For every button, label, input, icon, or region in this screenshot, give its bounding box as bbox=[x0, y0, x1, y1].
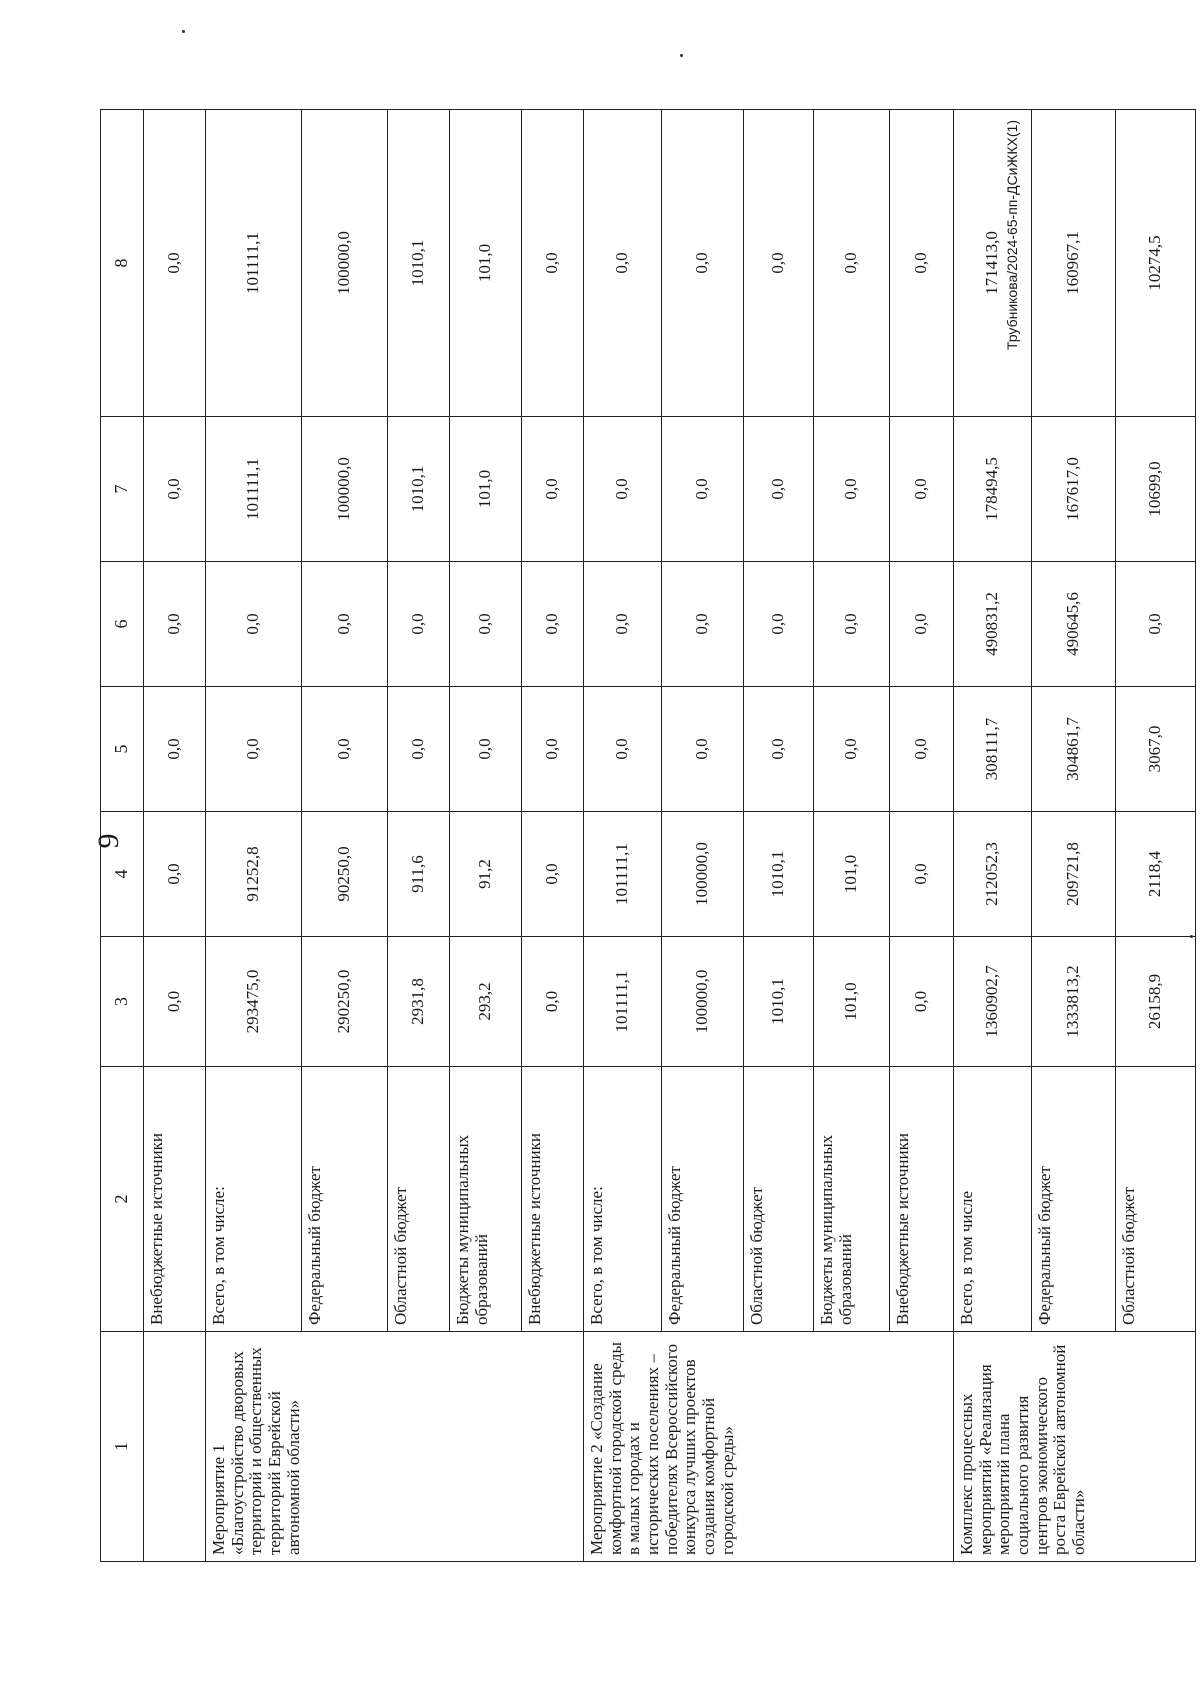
amount-cell: 490645,6 bbox=[1032, 562, 1116, 687]
amount-cell: 0,0 bbox=[144, 417, 206, 562]
amount-cell: 91,2 bbox=[450, 812, 522, 937]
amount-cell: 0,0 bbox=[144, 812, 206, 937]
amount-cell: 1010,1 bbox=[388, 417, 450, 562]
funding-source-cell: Всего, в том числе bbox=[954, 1067, 1032, 1332]
funding-source-cell: Всего, в том числе: bbox=[206, 1067, 302, 1332]
amount-cell: 0,0 bbox=[302, 562, 388, 687]
amount-cell: 0,0 bbox=[388, 562, 450, 687]
amount-cell: 2931,8 bbox=[388, 937, 450, 1067]
amount-cell: 2118,4 bbox=[1116, 812, 1196, 937]
amount-cell: 212052,3 bbox=[954, 812, 1032, 937]
amount-cell: 0,0 bbox=[584, 562, 662, 687]
amount-cell: 1010,1 bbox=[388, 110, 450, 417]
amount-cell: 0,0 bbox=[584, 687, 662, 812]
amount-cell: 0,0 bbox=[388, 687, 450, 812]
funding-source-cell: Федеральный бюджет bbox=[302, 1067, 388, 1332]
funding-source-cell: Внебюджетные источники bbox=[522, 1067, 584, 1332]
table-row bbox=[206, 110, 302, 1562]
column-header: 4 bbox=[101, 812, 144, 937]
amount-cell: 0,0 bbox=[584, 110, 662, 417]
amount-cell: 0,0 bbox=[890, 562, 954, 687]
amount-cell: 167617,0 bbox=[1032, 417, 1116, 562]
funding-source-cell: Бюджеты муниципальных образований bbox=[814, 1067, 890, 1332]
amount-cell: 1010,1 bbox=[744, 937, 814, 1067]
amount-cell: 0,0 bbox=[144, 110, 206, 417]
funding-source-cell: Бюджеты муниципальных образований bbox=[450, 1067, 522, 1332]
amount-cell: 0,0 bbox=[144, 937, 206, 1067]
column-header: 7 bbox=[101, 417, 144, 562]
amount-cell: 101111,1 bbox=[584, 937, 662, 1067]
amount-cell: 0,0 bbox=[450, 687, 522, 812]
amount-cell: 100000,0 bbox=[302, 417, 388, 562]
event-name-cell: Мероприятие 1 «Благоустройство дворовых территорий и общественных территорий Еврейской автономной области» bbox=[206, 1332, 584, 1562]
amount-cell: 0,0 bbox=[522, 562, 584, 687]
amount-cell: 0,0 bbox=[890, 417, 954, 562]
amount-cell: 0,0 bbox=[522, 417, 584, 562]
funding-source-cell: Внебюджетные источники bbox=[144, 1067, 206, 1332]
funding-source-cell: Федеральный бюджет bbox=[662, 1067, 744, 1332]
event-name-cell: Мероприятие 2 «Создание комфортной городской среды в малых городах и исторических поселениях – победителях Всероссийского конкурса лучших проектов создания комфортной городской среды» bbox=[584, 1332, 954, 1562]
amount-cell: 1360902,7 bbox=[954, 937, 1032, 1067]
table-row bbox=[954, 110, 1032, 1562]
amount-cell: 91252,8 bbox=[206, 812, 302, 937]
amount-cell: 3067,0 bbox=[1116, 687, 1196, 812]
funding-source-cell: Федеральный бюджет bbox=[1032, 1067, 1116, 1332]
amount-cell: 101,0 bbox=[814, 937, 890, 1067]
amount-cell: 0,0 bbox=[890, 937, 954, 1067]
amount-cell: 293475,0 bbox=[206, 937, 302, 1067]
amount-cell: 178494,5 bbox=[954, 417, 1032, 562]
amount-cell: 0,0 bbox=[890, 110, 954, 417]
amount-cell: 1010,1 bbox=[744, 812, 814, 937]
column-header: 1 bbox=[101, 1332, 144, 1562]
amount-cell: 0,0 bbox=[522, 110, 584, 417]
amount-cell: 90250,0 bbox=[302, 812, 388, 937]
amount-cell: 0,0 bbox=[744, 110, 814, 417]
amount-cell: 308111,7 bbox=[954, 687, 1032, 812]
amount-cell: 0,0 bbox=[662, 562, 744, 687]
amount-cell: 10699,0 bbox=[1116, 417, 1196, 562]
amount-cell: 0,0 bbox=[814, 110, 890, 417]
amount-cell: 911,6 bbox=[388, 812, 450, 937]
amount-cell: 209721,8 bbox=[1032, 812, 1116, 937]
amount-cell: 0,0 bbox=[814, 687, 890, 812]
amount-cell: 101,0 bbox=[814, 812, 890, 937]
amount-cell: 101111,1 bbox=[584, 812, 662, 937]
scan-speck bbox=[182, 30, 185, 33]
amount-cell: 101,0 bbox=[450, 417, 522, 562]
table-header-row bbox=[101, 110, 144, 1562]
amount-cell: 0,0 bbox=[144, 562, 206, 687]
column-header: 6 bbox=[101, 562, 144, 687]
event-name-cell: Комплекс процессных мероприятий «Реализация мероприятий плана социального развития центров экономического роста Еврейской автономной области» bbox=[954, 1332, 1196, 1562]
amount-cell: 0,0 bbox=[1116, 562, 1196, 687]
amount-cell: 100000,0 bbox=[662, 812, 744, 937]
amount-cell: 1333813,2 bbox=[1032, 937, 1116, 1067]
amount-cell: 304861,7 bbox=[1032, 687, 1116, 812]
amount-cell: 290250,0 bbox=[302, 937, 388, 1067]
funding-source-cell: Областной бюджет bbox=[1116, 1067, 1196, 1332]
page-number: 9 bbox=[92, 833, 125, 849]
amount-cell: 0,0 bbox=[206, 687, 302, 812]
budget-table bbox=[100, 109, 1196, 1562]
scan-speck bbox=[680, 54, 683, 57]
amount-cell: 0,0 bbox=[206, 562, 302, 687]
funding-source-cell: Областной бюджет bbox=[744, 1067, 814, 1332]
amount-cell: 0,0 bbox=[744, 687, 814, 812]
column-header: 5 bbox=[101, 687, 144, 812]
table-row bbox=[584, 110, 662, 1562]
amount-cell: 0,0 bbox=[144, 687, 206, 812]
amount-cell: 0,0 bbox=[662, 110, 744, 417]
amount-cell: 100000,0 bbox=[302, 110, 388, 417]
amount-cell: 0,0 bbox=[584, 417, 662, 562]
funding-source-cell: Внебюджетные источники bbox=[890, 1067, 954, 1332]
budget-table-rotated bbox=[100, 110, 1165, 1562]
amount-cell: 101111,1 bbox=[206, 110, 302, 417]
amount-cell: 0,0 bbox=[890, 687, 954, 812]
amount-cell: 0,0 bbox=[814, 417, 890, 562]
funding-source-cell: Областной бюджет bbox=[388, 1067, 450, 1332]
amount-cell: 490831,2 bbox=[954, 562, 1032, 687]
footer-doc-code: Трубникова/2024-65-пп-ДСиЖКХ(1) bbox=[1004, 120, 1020, 350]
funding-source-cell: Всего, в том числе: bbox=[584, 1067, 662, 1332]
amount-cell: 0,0 bbox=[522, 937, 584, 1067]
column-header: 8 bbox=[101, 110, 144, 417]
column-header: 3 bbox=[101, 937, 144, 1067]
amount-cell: 101111,1 bbox=[206, 417, 302, 562]
amount-cell: 0,0 bbox=[744, 562, 814, 687]
amount-cell: 0,0 bbox=[662, 417, 744, 562]
column-header: 2 bbox=[101, 1067, 144, 1332]
amount-cell: 160967,1 bbox=[1032, 110, 1116, 417]
amount-cell: 0,0 bbox=[302, 687, 388, 812]
amount-cell: 0,0 bbox=[744, 417, 814, 562]
amount-cell: 0,0 bbox=[450, 562, 522, 687]
amount-cell: 171413,0 bbox=[954, 110, 1032, 417]
amount-cell: 0,0 bbox=[522, 812, 584, 937]
amount-cell: 10274,5 bbox=[1116, 110, 1196, 417]
amount-cell: 0,0 bbox=[662, 687, 744, 812]
amount-cell: 26158,9 bbox=[1116, 937, 1196, 1067]
event-name-cell bbox=[144, 1332, 206, 1562]
amount-cell: 293,2 bbox=[450, 937, 522, 1067]
amount-cell: 0,0 bbox=[814, 562, 890, 687]
amount-cell: 100000,0 bbox=[662, 937, 744, 1067]
table-row bbox=[144, 110, 206, 1562]
amount-cell: 0,0 bbox=[522, 687, 584, 812]
amount-cell: 101,0 bbox=[450, 110, 522, 417]
amount-cell: 0,0 bbox=[890, 812, 954, 937]
